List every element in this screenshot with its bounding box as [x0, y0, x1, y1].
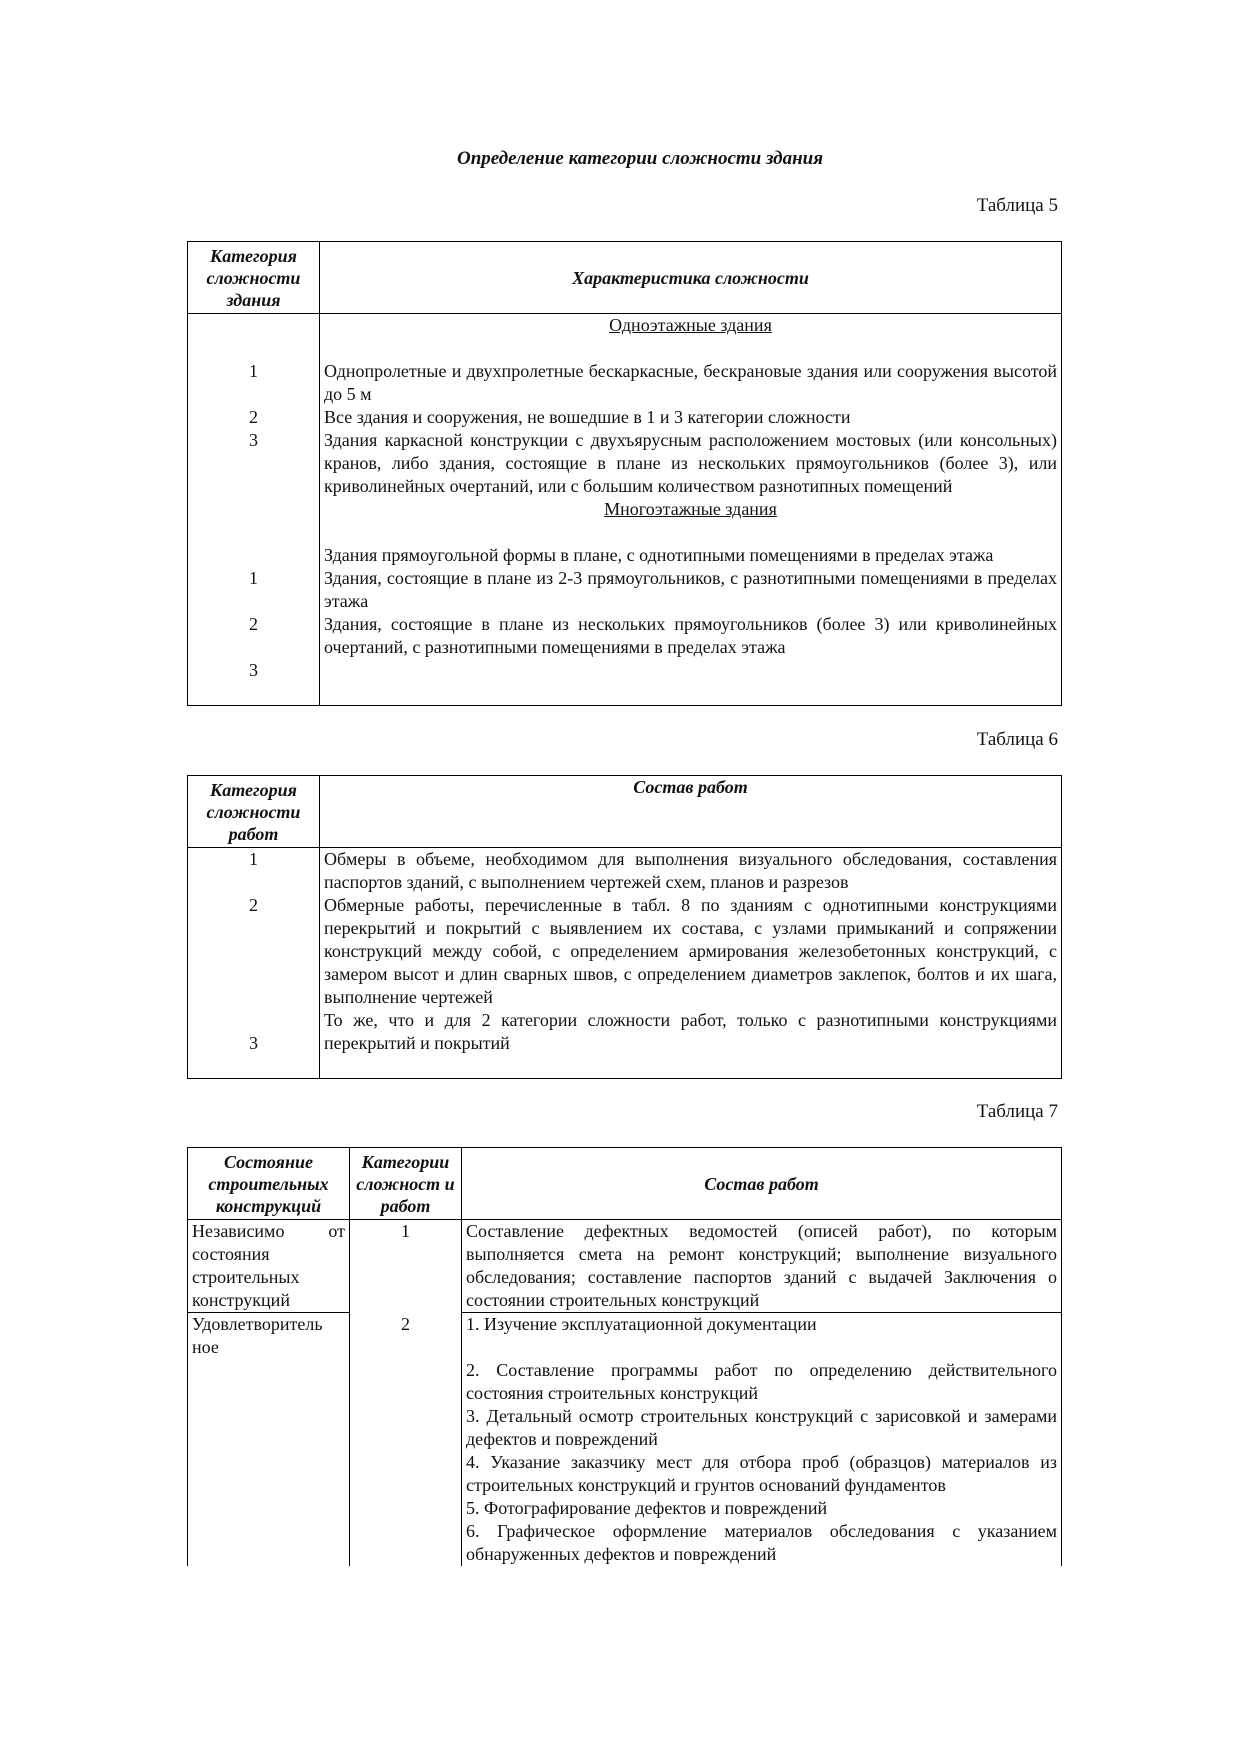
- table5-s2-cat-1: 1: [249, 568, 258, 588]
- table5-s2-cat-3: 3: [249, 660, 258, 680]
- table6-cat-3: 3: [249, 1033, 258, 1053]
- table7-header-works: Состав работ: [462, 1148, 1062, 1220]
- table5-s2-text-2: Здания, состоящие в плане из 2-3 прямоугольников, с разнотипными помещениями в пределах этажа: [324, 568, 1057, 611]
- table7-r1-text: Составление дефектных ведомостей (описей работ), по которым выполняется смета на ремонт конструкций; выполнение визуального обследования; составление паспортов зданий с выдачей Заключения о состоянии строительных конструкций: [462, 1220, 1062, 1313]
- table5-s2-text-1: Здания прямоугольной формы в плане, с однотипными помещениями в пределах этажа: [324, 545, 994, 565]
- table7: [187, 1147, 1062, 1566]
- table7-item-2: 2. Составление программы работ по определению действительного состояния строительных конструкций: [466, 1360, 1057, 1403]
- table6-text-1: Обмеры в объеме, необходимом для выполнения визуального обследования, составления паспортов зданий, с выполнением чертежей схем, планов и разрезов: [324, 849, 1057, 892]
- table5-s2-text-3: Здания, состоящие в плане из нескольких прямоугольников (более 3) или криволинейных очертаний, с разнотипными помещениями в пределах этажа: [324, 614, 1057, 657]
- table7-item-1: 1. Изучение эксплуатационной документации: [466, 1314, 817, 1334]
- table6-text-2: Обмерные работы, перечисленные в табл. 8 по зданиям с однотипными конструкциями перекрытий и покрытий с выявлением их состава, с узлами примыканий и сопряжении конструкций между собой, с определением армирования железобетонных конструкций, с замером высот и длин сварных швов, с определением диаметров заклепок, болтов и их шага, выполнение чертежей: [324, 895, 1057, 1007]
- table7-item-6: 6. Графическое оформление материалов обследования с указанием обнаруженных дефектов и повреждений: [466, 1521, 1057, 1564]
- page-title: Определение категории сложности здания: [456, 148, 823, 169]
- table7-r1-state: Независимо от состояния строительных конструкций: [188, 1220, 350, 1313]
- table7-header-category: Категории сложност и работ: [350, 1148, 462, 1220]
- table5-header-category: Категория сложности здания: [188, 242, 320, 314]
- table6: [187, 775, 1062, 1079]
- table7-label: Таблица 7: [976, 1101, 1058, 1122]
- table5-s1-cat-3: 3: [249, 430, 258, 450]
- table7-r1-cat: 1: [350, 1220, 462, 1313]
- table7-item-3: 3. Детальный осмотр строительных конструкций с зарисовкой и замерами дефектов и повреждений: [466, 1406, 1057, 1449]
- table6-text-3: То же, что и для 2 категории сложности работ, только с разнотипными конструкциями перекрытий и покрытий: [324, 1010, 1057, 1053]
- table7-item-4: 4. Указание заказчику мест для отбора проб (образцов) материалов из строительных конструкций и грунтов оснований фундаментов: [466, 1452, 1057, 1495]
- table7-item-5: 5. Фотографирование дефектов и повреждений: [466, 1498, 828, 1518]
- table7-header-state: Состояние строительных конструкций: [188, 1148, 350, 1220]
- table6-label: Таблица 6: [976, 729, 1058, 750]
- table5-s1-text-2: Все здания и сооружения, не вошедшие в 1 и 3 категории сложности: [324, 407, 851, 427]
- table7-r2-items: [462, 1313, 1062, 1567]
- table5-s1-cat-1: 1: [249, 361, 258, 381]
- table5-label: Таблица 5: [976, 195, 1058, 216]
- table5-s2-cat-2: 2: [249, 614, 258, 634]
- table6-cat-2: 2: [249, 895, 258, 915]
- table5-section-one-storey: Одноэтажные здания: [609, 315, 772, 335]
- table5-s1-text-3: Здания каркасной конструкции с двухъярусным расположением мостовых (или консольных) кранов, либо здания, состоящие в плане из нескольких прямоугольников (более 3), или криволинейных очертаний, или с большим количеством разнотипных помещений: [324, 430, 1057, 496]
- table5-text-cell: [320, 314, 1062, 706]
- table7-r2-state: Удовлетворитель ное: [188, 1313, 350, 1567]
- table5-header-characteristic: Характеристика сложности: [320, 242, 1062, 314]
- table6-header-category: Категория сложности работ: [188, 776, 320, 848]
- table5-s1-cat-2: 2: [249, 407, 258, 427]
- table6-cat-cell: [188, 848, 320, 1079]
- table5-s1-text-1: Однопролетные и двухпролетные бескаркасные, бескрановые здания или сооружения высотой до 5 м: [324, 361, 1057, 404]
- table6-text-cell: [320, 848, 1062, 1079]
- table5-section-multi-storey: Многоэтажные здания: [604, 499, 777, 519]
- table5: [187, 241, 1062, 706]
- table6-cat-1: 1: [249, 849, 258, 869]
- table5-cat-cell: [188, 314, 320, 706]
- table6-header-works: Состав работ: [320, 776, 1062, 848]
- table7-r2-cat: 2: [350, 1313, 462, 1567]
